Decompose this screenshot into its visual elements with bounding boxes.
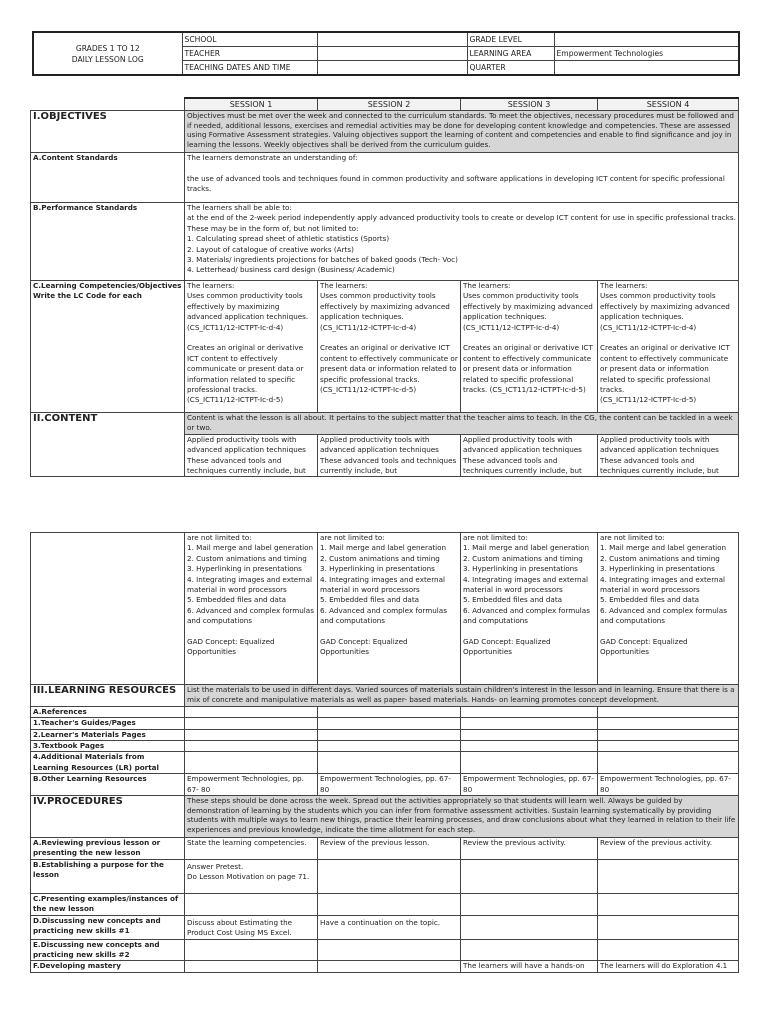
procedures-heading: IV.PROCEDURES bbox=[31, 796, 185, 838]
procedure-e-label: E.Discussing new concepts and practicing new skills #2 bbox=[31, 939, 185, 961]
teacher-label: TEACHER bbox=[182, 47, 317, 61]
content-note: Content is what the lesson is all about. It pertains to the subject matter that the teacher aims to teach. In the CG, the content can be tackled in a week or two. bbox=[185, 413, 739, 435]
grade-level-label: GRADE LEVEL bbox=[467, 32, 554, 47]
session-3-header: SESSION 3 bbox=[461, 98, 598, 111]
procedure-d-session-4 bbox=[598, 915, 739, 939]
performance-standards-text: The learners shall be able to: at the end of the 2-week period independently apply advanced productivity tools to create or develop ICT content for use in specific professional tracks. These may be in the form of, but not limited to: 1. Calculating spread sheet of athletic statistics (Sports) 2. Layout of catalogue of creative works (Arts) 3. Materials/ ingredients projections for batches of baked goods (Tech- Voc) 4. Letterhead/ business card design (Business/ Academic) bbox=[185, 203, 739, 281]
procedure-a-label: A.Reviewing previous lesson or presenting the new lesson bbox=[31, 838, 185, 860]
school-label: SCHOOL bbox=[182, 32, 317, 47]
procedure-f-label: F.Developing mastery bbox=[31, 961, 185, 972]
school-field[interactable] bbox=[317, 32, 467, 47]
textbook-cell-4 bbox=[598, 741, 739, 752]
competencies-session-2: The learners: Uses common productivity tools effectively by maximizing advanced application techniques. (CS_ICT11/12-ICTPT-Ic-d-4) Creates an original or derivative ICT content to effectively communicate or present data or information related to specific professional tracks. (CS_ICT11/12-ICTPT-Ic-d-5) bbox=[318, 281, 461, 413]
lr-portal-cell-4 bbox=[598, 752, 739, 774]
textbook-pages-label: 3.Textbook Pages bbox=[31, 741, 185, 752]
session-header-blank bbox=[31, 98, 185, 111]
procedure-b-session-2 bbox=[318, 859, 461, 893]
learning-resources-heading: III.LEARNING RESOURCES bbox=[31, 685, 185, 707]
textbook-cell-3 bbox=[461, 741, 598, 752]
procedure-a-session-2: Review of the previous lesson. bbox=[318, 838, 461, 860]
procedure-f-session-3: The learners will have a hands-on bbox=[461, 961, 598, 972]
other-resources-session-2: Empowerment Technologies, pp. 67- 80 bbox=[318, 774, 461, 796]
procedure-e-session-3 bbox=[461, 939, 598, 961]
performance-standards-label: B.Performance Standards bbox=[31, 203, 185, 281]
lr-portal-cell-2 bbox=[318, 752, 461, 774]
log-title-line1: GRADES 1 TO 12 bbox=[75, 43, 140, 53]
procedure-e-session-1 bbox=[185, 939, 318, 961]
learners-materials-cell-3 bbox=[461, 729, 598, 740]
textbook-cell-2 bbox=[318, 741, 461, 752]
procedure-d-session-2: Have a continuation on the topic. bbox=[318, 915, 461, 939]
teaching-dates-label: TEACHING DATES AND TIME bbox=[182, 61, 317, 76]
content-session-2: Applied productivity tools with advanced application techniques These advanced tools and techniques currently include, but bbox=[318, 434, 461, 477]
session-1-header: SESSION 1 bbox=[185, 98, 318, 111]
objectives-note: Objectives must be met over the week and connected to the curriculum standards. To meet the objectives, necessary procedures must be followed and if needed, additional lessons, exercises and remedial activities may be done for developing content knowledge and competencies. These are assessed using Formative Assessment strategies. Valuing objectives support the learning of content and competencies and enable to find significance and joy in learning the lessons. Weekly objectives shall be derived from the curriculum guides. bbox=[185, 111, 739, 153]
lesson-table-page2 bbox=[30, 532, 739, 973]
other-resources-session-3: Empowerment Technologies, pp. 67- 80 bbox=[461, 774, 598, 796]
teachers-guide-cell-4 bbox=[598, 718, 739, 729]
session-4-header: SESSION 4 bbox=[598, 98, 739, 111]
procedure-d-session-3 bbox=[461, 915, 598, 939]
learners-materials-label: 2.Learner's Materials Pages bbox=[31, 729, 185, 740]
procedure-f-session-1 bbox=[185, 961, 318, 972]
procedure-a-session-4: Review of the previous activity. bbox=[598, 838, 739, 860]
quarter-field[interactable] bbox=[554, 61, 739, 76]
procedure-b-label: B.Establishing a purpose for the lesson bbox=[31, 859, 185, 893]
procedure-d-label: D.Discussing new concepts and practicing new skills #1 bbox=[31, 915, 185, 939]
log-title bbox=[33, 32, 182, 75]
learning-area-field[interactable]: Empowerment Technologies bbox=[554, 47, 739, 61]
procedure-c-session-1 bbox=[185, 893, 318, 915]
references-cell-2 bbox=[318, 706, 461, 717]
content-standards-label: A.Content Standards bbox=[31, 153, 185, 203]
teachers-guide-cell-3 bbox=[461, 718, 598, 729]
learning-competencies-label: C.Learning Competencies/Objectives Write the LC Code for each bbox=[31, 281, 185, 413]
grade-level-field[interactable] bbox=[554, 32, 739, 47]
procedure-e-session-4 bbox=[598, 939, 739, 961]
procedure-b-session-1: Answer Pretest. Do Lesson Motivation on page 71. bbox=[185, 859, 318, 893]
competencies-session-4: The learners: Uses common productivity tools effectively by maximizing advanced application techniques. (CS_ICT11/12-ICTPT-Ic-d-4) Creates an original or derivative ICT content to effectively communicate or present data or information related to specific professional tracks. (CS_ICT11/12-ICTPT-Ic-d-5) bbox=[598, 281, 739, 413]
quarter-label: QUARTER bbox=[467, 61, 554, 76]
procedures-note: These steps should be done across the week. Spread out the activities appropriately so that students will learn well. Always be guided by demonstration of learning by the students which you can infer from formative assessment activities. Sustain learning systematically by providing students with multiple ways to learn new things, practice their learning processes, and draw conclusions about what they learned in relation to their life experiences and previous knowledge, indicate the time allotment for each step. bbox=[185, 796, 739, 838]
content-heading: II.CONTENT bbox=[31, 413, 185, 477]
learners-materials-cell-4 bbox=[598, 729, 739, 740]
procedure-a-session-3: Review the previous activity. bbox=[461, 838, 598, 860]
other-resources-session-1: Empowerment Technologies, pp. 67- 80 bbox=[185, 774, 318, 796]
competencies-session-3: The learners: Uses common productivity tools effectively by maximizing advanced application techniques. (CS_ICT11/12-ICTPT-Ic-d-4) Creates an original or derivative ICT content to effectively communicate or present data or information related to specific professional tracks. (CS_ICT11/12-ICTPT-Ic-d-5) bbox=[461, 281, 598, 413]
procedure-e-session-2 bbox=[318, 939, 461, 961]
procedure-f-session-4: The learners will do Exploration 4.1 bbox=[598, 961, 739, 972]
procedure-b-session-3 bbox=[461, 859, 598, 893]
learning-area-label: LEARNING AREA bbox=[467, 47, 554, 61]
other-resources-label: B.Other Learning Resources bbox=[31, 774, 185, 796]
textbook-cell-1 bbox=[185, 741, 318, 752]
content-cont-session-1: are not limited to: 1. Mail merge and label generation 2. Custom animations and timing 3. Hyperlinking in presentations 4. Integrating images and external material in word processors 5. Embedded files and data 6. Advanced and complex formulas and computations GAD Concept: Equalized Opportunities bbox=[185, 533, 318, 685]
procedure-c-session-2 bbox=[318, 893, 461, 915]
objectives-heading: I.OBJECTIVES bbox=[31, 111, 185, 153]
session-2-header: SESSION 2 bbox=[318, 98, 461, 111]
content-cont-session-2: are not limited to: 1. Mail merge and label generation 2. Custom animations and timing 3. Hyperlinking in presentations 4. Integrating images and external material in word processors 5. Embedded files and data 6. Advanced and complex formulas and computations GAD Concept: Equalized Opportunities bbox=[318, 533, 461, 685]
learners-materials-cell-1 bbox=[185, 729, 318, 740]
teacher-field[interactable] bbox=[317, 47, 467, 61]
session-header-row bbox=[31, 98, 739, 111]
content-session-1: Applied productivity tools with advanced application techniques These advanced tools and techniques currently include, but bbox=[185, 434, 318, 477]
procedure-b-session-4 bbox=[598, 859, 739, 893]
competencies-session-1: The learners: Uses common productivity tools effectively by maximizing advanced application techniques. (CS_ICT11/12-ICTPT-Ic-d-4) Creates an original or derivative ICT content to effectively communicate or present data or information related to specific professional tracks. (CS_ICT11/12-ICTPT-Ic-d-5) bbox=[185, 281, 318, 413]
content-continued-label bbox=[31, 533, 185, 685]
teachers-guide-cell-1 bbox=[185, 718, 318, 729]
learners-materials-cell-2 bbox=[318, 729, 461, 740]
references-cell-3 bbox=[461, 706, 598, 717]
procedure-f-session-2 bbox=[318, 961, 461, 972]
content-standards-text: The learners demonstrate an understanding of: the use of advanced tools and techniques found in common productivity and software applications in developing ICT content for specific professional tracks. bbox=[185, 153, 739, 203]
references-cell-4 bbox=[598, 706, 739, 717]
references-cell-1 bbox=[185, 706, 318, 717]
header-table bbox=[32, 31, 740, 76]
learning-resources-note: List the materials to be used in different days. Varied sources of materials sustain children's interest in the lesson and in learning. Ensure that there is a mix of concrete and manipulative materials as well as paper- based materials. Hands- on learning promotes concept development. bbox=[185, 685, 739, 707]
content-session-4: Applied productivity tools with advanced application techniques These advanced tools and techniques currently include, but bbox=[598, 434, 739, 477]
teachers-guide-cell-2 bbox=[318, 718, 461, 729]
lr-portal-cell-1 bbox=[185, 752, 318, 774]
procedure-c-session-4 bbox=[598, 893, 739, 915]
lesson-table-page1 bbox=[30, 97, 739, 477]
procedure-c-session-3 bbox=[461, 893, 598, 915]
procedure-d-session-1: Discuss about Estimating the Product Cost Using MS Excel. bbox=[185, 915, 318, 939]
procedure-c-label: C.Presenting examples/instances of the new lesson bbox=[31, 893, 185, 915]
log-title-line2: DAILY LESSON LOG bbox=[71, 54, 144, 64]
lr-portal-cell-3 bbox=[461, 752, 598, 774]
teaching-dates-field[interactable] bbox=[317, 61, 467, 76]
content-cont-session-4: are not limited to: 1. Mail merge and label generation 2. Custom animations and timing 3. Hyperlinking in presentations 4. Integrating images and external material in word processors 5. Embedded files and data 6. Advanced and complex formulas and computations GAD Concept: Equalized Opportunities bbox=[598, 533, 739, 685]
content-session-3: Applied productivity tools with advanced application techniques These advanced tools and techniques currently include, but bbox=[461, 434, 598, 477]
references-label: A.References bbox=[31, 706, 185, 717]
content-cont-session-3: are not limited to: 1. Mail merge and label generation 2. Custom animations and timing 3. Hyperlinking in presentations 4. Integrating images and external material in word processors 5. Embedded files and data 6. Advanced and complex formulas and computations GAD Concept: Equalized Opportunities bbox=[461, 533, 598, 685]
procedure-a-session-1: State the learning competencies. bbox=[185, 838, 318, 860]
other-resources-session-4: Empowerment Technologies, pp. 67- 80 bbox=[598, 774, 739, 796]
teachers-guide-label: 1.Teacher's Guides/Pages bbox=[31, 718, 185, 729]
lr-portal-label: 4.Additional Materials from Learning Resources (LR) portal bbox=[31, 752, 185, 774]
